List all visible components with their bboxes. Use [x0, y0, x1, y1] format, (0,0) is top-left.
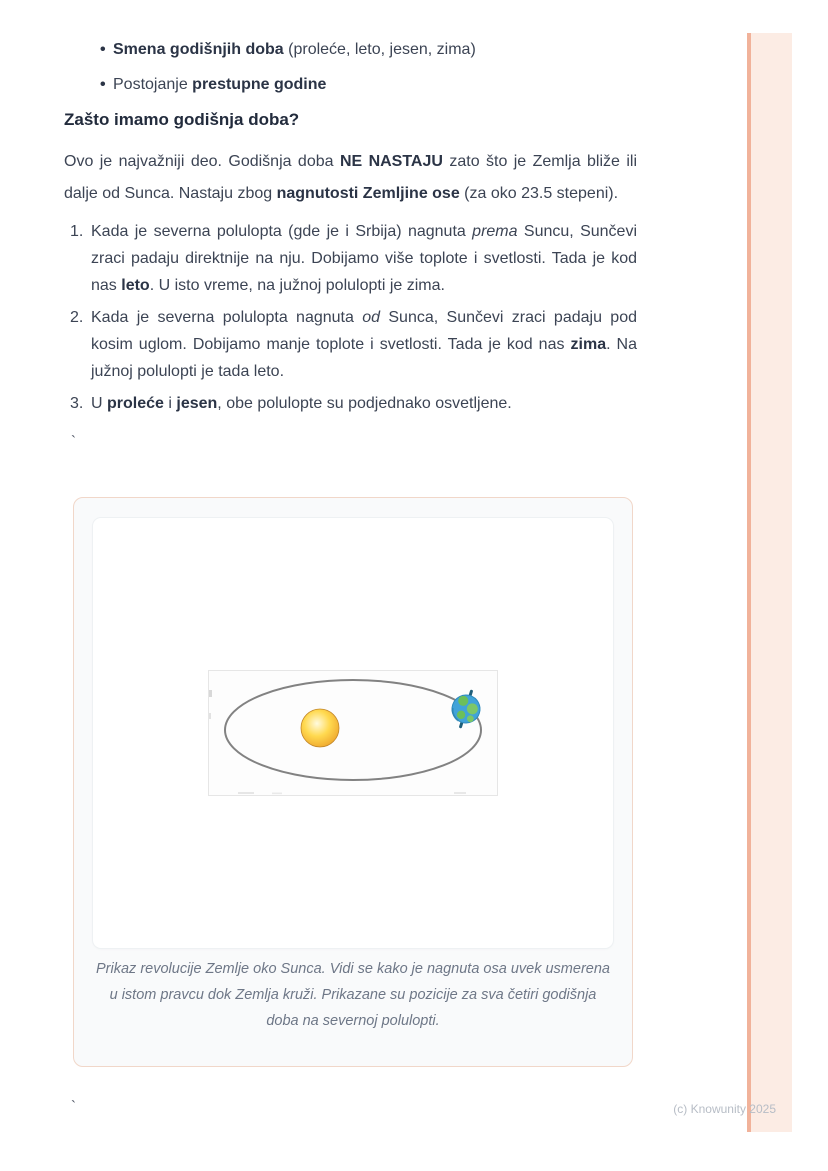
intro-paragraph: Ovo je najvažniji deo. Godišnja doba NE NASTAJU zato što je Zemlja bliže ili dalje od Sunca. Nastaju zbog nagnutosti Zemljine ose (za oko 23.5 stepeni). — [64, 153, 638, 202]
stray-backtick-bottom: ` — [71, 1098, 76, 1115]
artifact-mark — [238, 792, 254, 794]
artifact-mark — [272, 793, 282, 795]
bullet-marker-icon: • — [100, 76, 106, 93]
figure-card — [73, 497, 633, 1067]
numbered-list — [64, 218, 637, 417]
artifact-mark — [454, 792, 466, 794]
list-item-text: Kada je severna polulopta (gde je i Srbija) nagnuta prema Suncu, Sunčevi zraci padaju direktnije na nju. Dobijamo više toplote i svetlosti. Tada je kod nas leto. U isto vreme, na južnoj polulopti je zima. — [91, 223, 638, 294]
list-item-text: Smena godišnjih doba (proleće, leto, jesen, zima) — [113, 41, 476, 58]
image-background — [209, 671, 498, 796]
figure-image — [93, 518, 613, 948]
list-item-text: Kada je severna polulopta nagnuta od Sunca, Sunčevi zraci padaju pod kosim uglom. Dobijamo manje toplote i svetlosti. Tada je kod nas zima. Na južnoj polulopti je tada leto. — [91, 309, 638, 380]
list-item-text: Postojanje prestupne godine — [113, 76, 327, 93]
list-number: 3. — [70, 395, 84, 412]
document-content — [64, 0, 637, 422]
list-item — [64, 38, 637, 62]
stray-backtick-top: ` — [71, 433, 76, 450]
section-heading: Zašto imamo godišnja doba? — [64, 110, 300, 129]
list-item — [64, 390, 637, 417]
figure-caption: Prikaz revolucije Zemlje oko Sunca. Vidi se kako je nagnuta osa uvek usmerena u istom pravcu dok Zemlja kruži. Prikazane su pozicije za sva četiri godišnja doba na severnoj polulopti. — [96, 961, 610, 1029]
artifact-mark — [209, 713, 211, 719]
artifact-mark — [209, 690, 212, 697]
page-edge-stripe — [747, 33, 792, 1132]
sun-earth-orbit-illustration — [208, 670, 498, 796]
sun-icon — [301, 709, 339, 747]
list-item — [64, 218, 637, 299]
bullet-list — [64, 38, 637, 97]
copyright-text: (c) Knowunity 2025 — [673, 1102, 776, 1116]
list-item — [64, 304, 637, 385]
bullet-marker-icon: • — [100, 41, 106, 58]
list-item — [64, 73, 637, 97]
list-number: 2. — [70, 309, 84, 326]
list-item-text: U proleće i jesen, obe polulopte su podjednako osvetljene. — [91, 395, 512, 412]
list-number: 1. — [70, 223, 84, 240]
